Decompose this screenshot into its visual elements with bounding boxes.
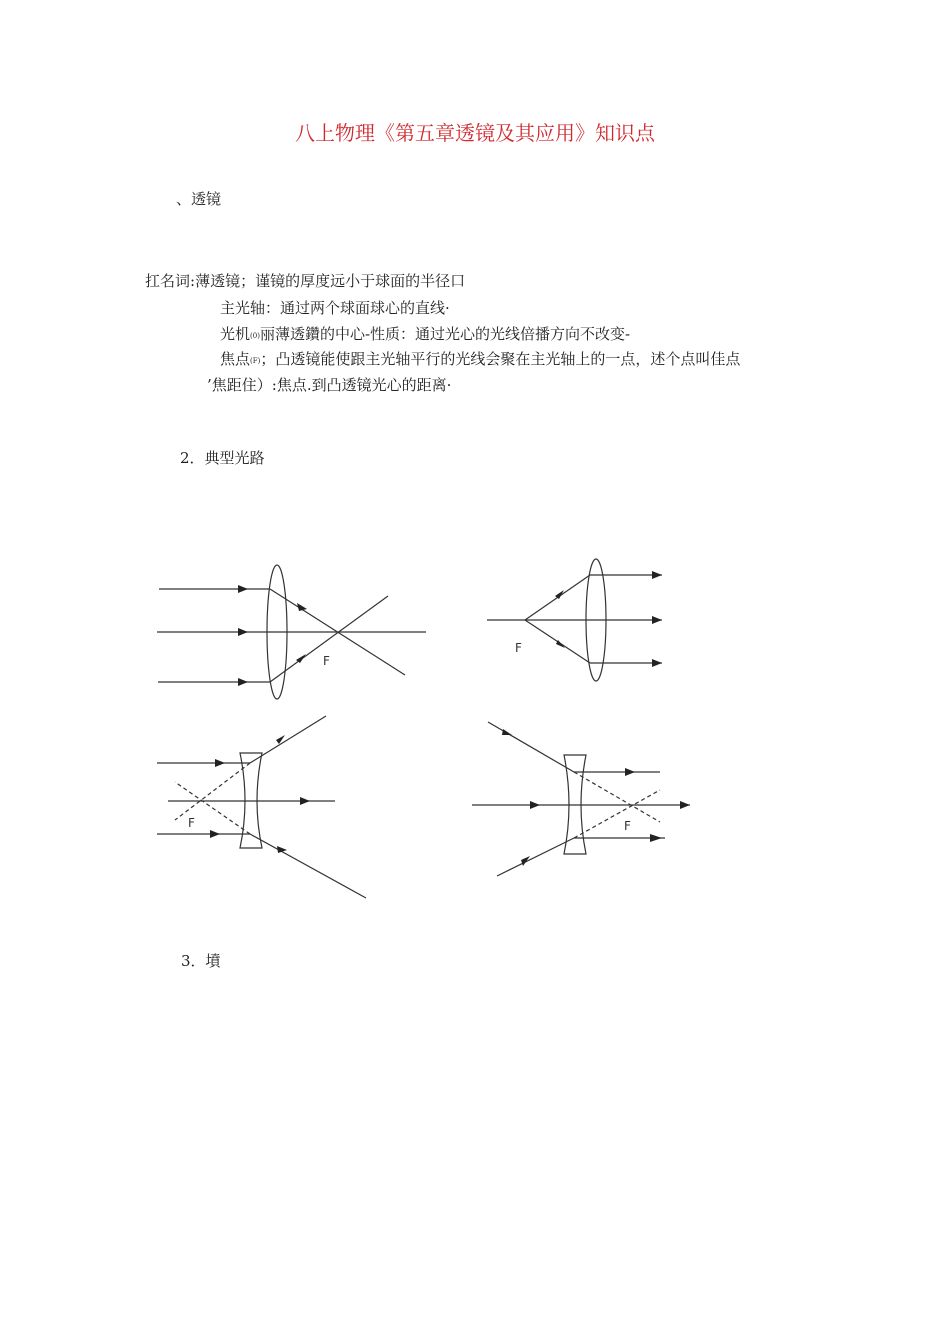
definition-focal-length: ’焦距住）:焦点.到凸透镜光心的距离· bbox=[207, 376, 452, 394]
virtual-extension bbox=[175, 763, 250, 820]
arrow-icon bbox=[530, 801, 540, 809]
focus-label-1: F bbox=[323, 654, 330, 668]
incident-ray bbox=[488, 722, 574, 772]
arrow-icon bbox=[680, 801, 690, 809]
arrow-icon bbox=[238, 678, 248, 686]
diverged-ray bbox=[250, 716, 326, 763]
arrow-icon bbox=[625, 768, 635, 776]
arrow-icon bbox=[238, 585, 248, 593]
focus-label-3: F bbox=[188, 816, 195, 830]
term-label: 扛名词 bbox=[145, 272, 191, 290]
definition-principal-axis: 主光轴：通过两个球面球心的直线· bbox=[220, 299, 450, 317]
focus-label-2: F bbox=[515, 641, 522, 655]
incident-ray bbox=[497, 838, 574, 876]
diagram-concave-diverge bbox=[157, 716, 366, 898]
refracted-ray bbox=[270, 596, 388, 682]
arrow-icon bbox=[650, 834, 662, 842]
virtual-extension bbox=[175, 782, 250, 834]
optical-center-text: 丽薄透鑽的中心-性质：通过光心的光线倍播方向不改变- bbox=[259, 325, 631, 343]
arrow-icon bbox=[215, 759, 225, 767]
arrow-icon bbox=[300, 797, 310, 805]
arrow-icon bbox=[210, 830, 220, 838]
section-heading-3: 3．墳 bbox=[181, 952, 221, 970]
arrow-icon bbox=[238, 628, 248, 636]
section-heading-typical-light-paths: 2．典型光路 bbox=[180, 449, 265, 467]
diagram-concave-to-focus bbox=[472, 722, 690, 876]
thin-lens-text: :薄透镜；谨镜的厚度远小于球面的半径口 bbox=[190, 272, 466, 290]
optical-center-mark: (0) bbox=[250, 332, 260, 340]
arrow-icon bbox=[652, 616, 662, 624]
page-title: 八上物理《第五章透镜及其应用》知识点 bbox=[295, 121, 655, 145]
optical-center-label: 光机 bbox=[220, 325, 251, 343]
arrow-icon bbox=[502, 729, 512, 735]
diagram-convex-converge bbox=[157, 565, 426, 699]
arrow-icon bbox=[297, 603, 307, 611]
focus-text: ；凸透镜能使跟主光轴平行的光线会聚在主光轴上的一点，述个点叫佳点 bbox=[260, 350, 741, 368]
diagram-convex-from-focus bbox=[487, 559, 662, 681]
arrow-icon bbox=[652, 571, 662, 579]
arrow-icon bbox=[652, 659, 662, 667]
focus-label-4: F bbox=[624, 819, 631, 833]
focus-mark: (F) bbox=[250, 357, 261, 365]
diverged-ray bbox=[250, 834, 366, 898]
focus-label: 焦点 bbox=[220, 350, 251, 368]
section-heading-lens: 、透镜 bbox=[176, 190, 222, 208]
